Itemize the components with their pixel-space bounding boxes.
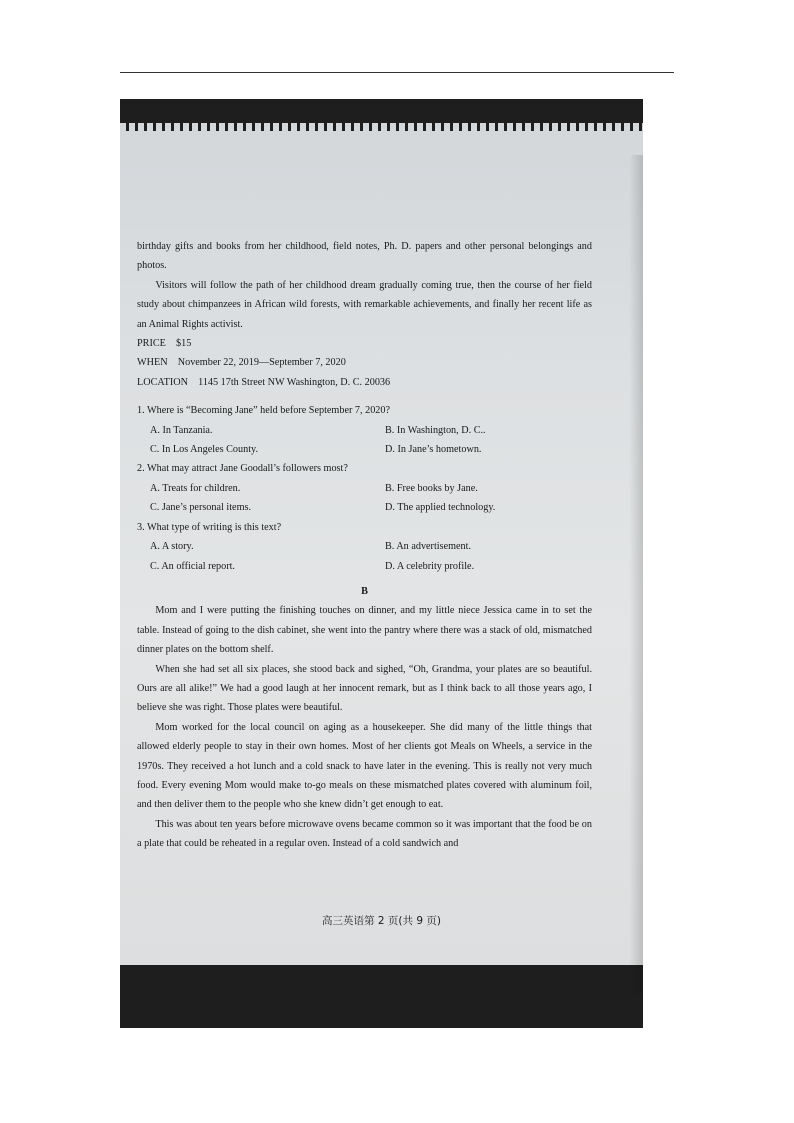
event-when: WHEN November 22, 2019—September 7, 2020 (137, 357, 346, 369)
option-c: C. Jane’s personal items. (150, 502, 252, 514)
question-stem: 3. What type of writing is this text? (137, 521, 282, 533)
passage-b-paragraph-1: Mom and I were putting the finishing touches on dinner, and my little niece Jessica came in to set the table. Instead of going to the dish cabinet, she went into the pantry where there was a stack of old, mismatched dinner plates on the bottom shelf. (137, 605, 592, 656)
passage-a-paragraph-2: Visitors will follow the path of her childhood dream gradually coming true, then the course of her field study about chimpanzees in African wild forests, with remarkable achievements, and finally her recent life as an Animal Rights activist. (137, 279, 592, 330)
option-d: D. A celebrity profile. (385, 560, 475, 572)
section-b-label: B (361, 585, 368, 597)
option-a: A. A story. (150, 541, 194, 553)
passage-a-paragraph-1: birthday gifts and books from her childhood, field notes, Ph. D. papers and other personal belongings and photos. (137, 241, 592, 272)
passage-b-paragraph-3: Mom worked for the local council on aging as a housekeeper. She did many of the little things that allowed elderly people to stay in their own homes. Most of her clients got Meals on Wheels, a service in the 1970s. They received a hot lunch and a cold snack to have later in the evening. This is really not very much food. Every evening Mom would make to-go meals on these mismatched plates covered with aluminum foil, and then deliver them to the people who she knew didn’t get enough to eat. (137, 721, 592, 811)
option-b: B. In Washington, D. C.. (385, 424, 486, 436)
passage-b-paragraph-4: This was about ten years before microwave ovens became common so it was important that the food be on a plate that could be reheated in a regular oven. Instead of a cold sandwich and (137, 818, 592, 850)
question-options (137, 537, 592, 576)
question-1 (137, 401, 592, 459)
option-c: C. In Los Angeles County. (150, 444, 259, 456)
option-b: B. Free books by Jane. (385, 482, 478, 494)
question-3 (137, 518, 592, 576)
question-options (137, 421, 592, 460)
passage-b-paragraph-2: When she had set all six places, she stood back and sighed, “Oh, Grandma, your plates are so beautiful. Ours are all alike!” We had a good laugh at her innocent remark, but as I think back to all those years ago, I believe she was right. Those plates were beautiful. (137, 663, 592, 714)
photo-of-exam-page (120, 99, 643, 1028)
page-edge-shadow (629, 155, 643, 993)
option-a: A. Treats for children. (150, 482, 241, 494)
page-footer: 高三英语第 2 页(共 9 页) (322, 915, 441, 927)
option-b: B. An advertisement. (385, 541, 472, 553)
question-2 (137, 459, 592, 517)
event-location: LOCATION 1145 17th Street NW Washington, D. C. 20036 (137, 376, 391, 388)
option-d: D. The applied technology. (385, 502, 496, 514)
paper-sheet (120, 127, 643, 965)
question-stem: 1. Where is “Becoming Jane” held before September 7, 2020? (137, 405, 390, 417)
option-a: A. In Tanzania. (150, 424, 213, 436)
option-c: C. An official report. (150, 560, 235, 572)
header-rule (120, 72, 674, 73)
question-options (137, 479, 592, 518)
event-price: PRICE $15 (137, 338, 192, 350)
question-stem: 2. What may attract Jane Goodall’s followers most? (137, 463, 348, 475)
option-d: D. In Jane’s hometown. (385, 444, 482, 456)
page-content (137, 237, 592, 854)
